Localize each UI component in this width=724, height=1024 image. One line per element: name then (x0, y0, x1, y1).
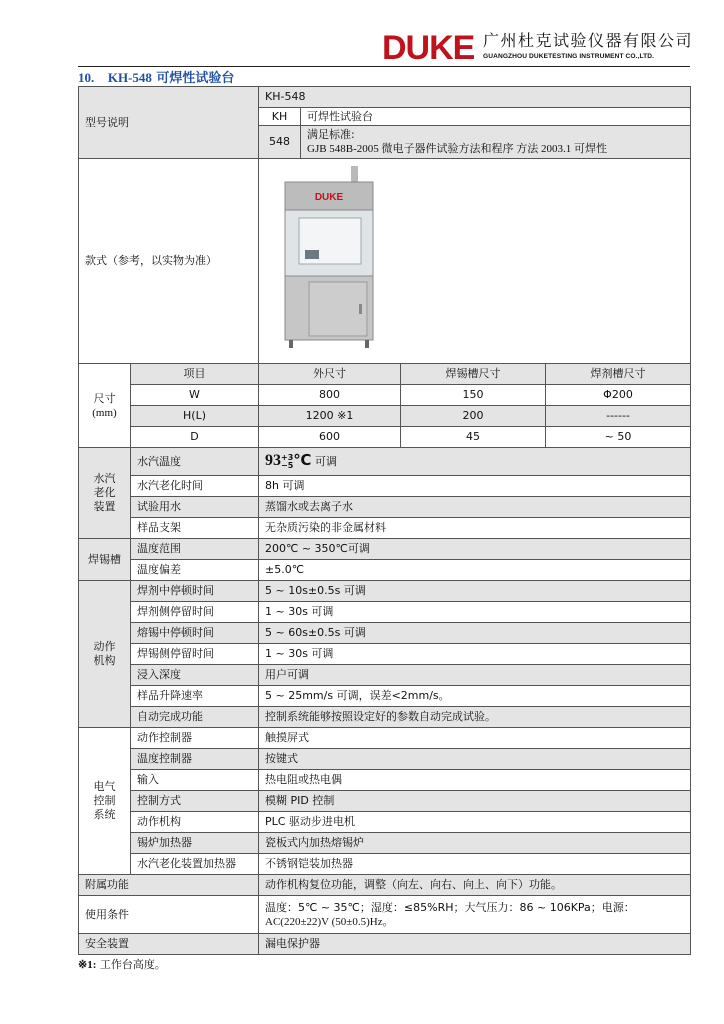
param-value: 5 ~ 25mm/s 可调，误差<2mm/s。 (259, 686, 691, 707)
param-label: 浸入深度 (131, 665, 259, 686)
param-value: 200℃ ~ 350℃可调 (259, 539, 691, 560)
mech-row (79, 581, 691, 602)
steam-group-label (79, 448, 131, 539)
param-label: 水汽老化装置加热器 (131, 854, 259, 875)
steam-temp-row (79, 448, 691, 476)
dim-cell: 1200 ※1 (259, 406, 401, 427)
use-label: 使用条件 (79, 896, 259, 934)
param-label: 输入 (131, 770, 259, 791)
param-label: 水汽老化时间 (131, 476, 259, 497)
dim-label-cn: 尺寸 (93, 391, 116, 405)
machine-door (309, 282, 367, 336)
machine-foot-left (289, 340, 293, 348)
dim-cell: ~ 50 (546, 427, 691, 448)
mech-row (79, 686, 691, 707)
dim-header-outer: 外尺寸 (259, 364, 401, 385)
steam-temp-value (259, 448, 691, 476)
steam-group-line: 老化 (93, 486, 116, 499)
mech-group-line: 动作 (93, 640, 116, 653)
elec-group-line: 控制 (93, 794, 116, 807)
param-value: 瓷板式内加热熔锡炉 (259, 833, 691, 854)
dim-cell: 45 (401, 427, 546, 448)
use-line: AC(220±22)V (50±0.5)Hz。 (265, 915, 394, 928)
machine-logo: DUKE (314, 192, 344, 203)
param-value: 5 ~ 60s±0.5s 可调 (259, 623, 691, 644)
dim-header-row (79, 364, 691, 385)
param-value: 模糊 PID 控制 (259, 791, 691, 812)
elec-row (79, 791, 691, 812)
dim-label (79, 364, 131, 448)
dim-cell: D (131, 427, 259, 448)
section-name: 可焊性试验台 (156, 71, 235, 86)
elec-group-label (79, 728, 131, 875)
steam-row (79, 476, 691, 497)
param-value: 5 ~ 10s±0.5s 可调 (259, 581, 691, 602)
param-label: 温度偏差 (131, 560, 259, 581)
mech-row (79, 623, 691, 644)
dim-cell: W (131, 385, 259, 406)
machine-screen (305, 250, 319, 259)
steam-temp-label: 水汽温度 (131, 448, 259, 476)
model-kh-text: 可焊性试验台 (301, 108, 691, 126)
model-label: 型号说明 (79, 87, 259, 159)
param-label: 动作控制器 (131, 728, 259, 749)
safety-row (79, 934, 691, 955)
page-header (0, 0, 724, 68)
footnote (78, 958, 166, 972)
dim-cell: 800 (259, 385, 401, 406)
param-value: 触摸屏式 (259, 728, 691, 749)
dim-cell: ------ (546, 406, 691, 427)
param-value: 无杂质污染的非金属材料 (259, 518, 691, 539)
dim-row-w (79, 385, 691, 406)
param-label: 样品升降速率 (131, 686, 259, 707)
spec-table (78, 86, 691, 955)
dim-cell: H(L) (131, 406, 259, 427)
elec-row (79, 770, 691, 791)
param-label: 动作机构 (131, 812, 259, 833)
steam-row (79, 518, 691, 539)
header-rule (78, 66, 690, 67)
aux-value: 动作机构复位功能，调整（向左、向右、向上、向下）功能。 (259, 875, 691, 896)
param-label: 锡炉加热器 (131, 833, 259, 854)
mech-row (79, 665, 691, 686)
param-value: 按键式 (259, 749, 691, 770)
steam-row (79, 497, 691, 518)
safety-label: 安全装置 (79, 934, 259, 955)
machine-chimney (351, 166, 358, 182)
footnote-text: 工作台高度。 (99, 958, 166, 971)
param-value: 蒸馏水或去离子水 (259, 497, 691, 518)
elec-row (79, 728, 691, 749)
section-title (78, 70, 234, 87)
style-label: 款式（参考，以实物为准） (79, 159, 259, 364)
param-value: PLC 驱动步进电机 (259, 812, 691, 833)
param-label: 温度控制器 (131, 749, 259, 770)
param-label: 试验用水 (131, 497, 259, 518)
param-value: 控制系统能够按照设定好的参数自动完成试验。 (259, 707, 691, 728)
elec-row (79, 854, 691, 875)
elec-row (79, 833, 691, 854)
param-value: 1 ~ 30s 可调 (259, 602, 691, 623)
solder-group-label: 焊锡槽 (79, 539, 131, 581)
mech-row (79, 644, 691, 665)
steam-group-line: 装置 (93, 500, 116, 513)
param-value: 8h 可调 (259, 476, 691, 497)
model-kh-code: KH (259, 108, 301, 126)
dim-cell: 150 (401, 385, 546, 406)
param-value: 用户可调 (259, 665, 691, 686)
footnote-mark: ※1: (78, 959, 97, 971)
steam-temp-unit: ℃ (293, 451, 312, 469)
param-label: 自动完成功能 (131, 707, 259, 728)
duke-logo: DUKE (382, 29, 475, 67)
standard-label: 满足标准: (307, 128, 355, 141)
standard-value: GJB 548B-2005 微电子器件试验方法和程序 方法 2003.1 可焊性 (307, 143, 608, 155)
dim-header-solder: 焊锡槽尺寸 (401, 364, 546, 385)
dim-cell: Φ200 (546, 385, 691, 406)
model-row (79, 87, 691, 108)
use-line: 温度：5℃ ~ 35℃；湿度：≤85%RH；大气压力：86 ~ 106KPa；电源： (265, 900, 635, 914)
steam-temp-adjust: 可调 (314, 455, 337, 468)
dim-cell: 600 (259, 427, 401, 448)
aux-label: 附属功能 (79, 875, 259, 896)
param-label: 焊剂侧停留时间 (131, 602, 259, 623)
test-bench-image (281, 166, 381, 356)
aux-row (79, 875, 691, 896)
param-label: 样品支架 (131, 518, 259, 539)
model-num-text (301, 126, 691, 159)
machine-foot-right (365, 340, 369, 348)
dim-row-d (79, 427, 691, 448)
elec-group-line: 系统 (93, 808, 116, 821)
model-num-code: 548 (259, 126, 301, 159)
param-label: 温度范围 (131, 539, 259, 560)
param-label: 控制方式 (131, 791, 259, 812)
dim-header-item: 项目 (131, 364, 259, 385)
elec-row (79, 749, 691, 770)
dim-label-unit: (mm) (92, 406, 117, 419)
dim-row-h (79, 406, 691, 427)
dim-header-flux: 焊剂槽尺寸 (546, 364, 691, 385)
company-name-cn: 广州杜克试验仪器有限公司 (483, 31, 694, 50)
safety-value: 漏电保护器 (259, 934, 691, 955)
param-value: 1 ~ 30s 可调 (259, 644, 691, 665)
param-value: 不锈钢铠装加热器 (259, 854, 691, 875)
steam-temp-tolerance (281, 454, 293, 470)
steam-temp-minus: −5 (281, 461, 294, 470)
section-model: KH-548 (107, 70, 152, 85)
param-label: 熔锡中停顿时间 (131, 623, 259, 644)
param-value: 热电阻或热电偶 (259, 770, 691, 791)
steam-temp-number: 93 (265, 452, 281, 469)
mech-group-label (79, 581, 131, 728)
solder-row (79, 560, 691, 581)
company-name-en: GUANGZHOU DUKETESTING INSTRUMENT CO.,LTD. (483, 53, 655, 60)
param-value: ±5.0℃ (259, 560, 691, 581)
section-number: 10. (78, 70, 95, 85)
use-value (259, 896, 691, 934)
solder-row (79, 539, 691, 560)
machine-handle (359, 304, 362, 314)
elec-row (79, 812, 691, 833)
steam-temp-plus: +3 (281, 453, 294, 462)
mech-row (79, 602, 691, 623)
model-full: KH-548 (259, 87, 691, 108)
use-row (79, 896, 691, 934)
machine-image-cell (259, 159, 691, 364)
param-label: 焊锡侧停留时间 (131, 644, 259, 665)
mech-row (79, 707, 691, 728)
style-row (79, 159, 691, 364)
steam-group-line: 水汽 (93, 472, 116, 485)
elec-group-line: 电气 (93, 780, 116, 793)
param-label: 焊剂中停顿时间 (131, 581, 259, 602)
mech-group-line: 机构 (93, 654, 116, 667)
dim-cell: 200 (401, 406, 546, 427)
